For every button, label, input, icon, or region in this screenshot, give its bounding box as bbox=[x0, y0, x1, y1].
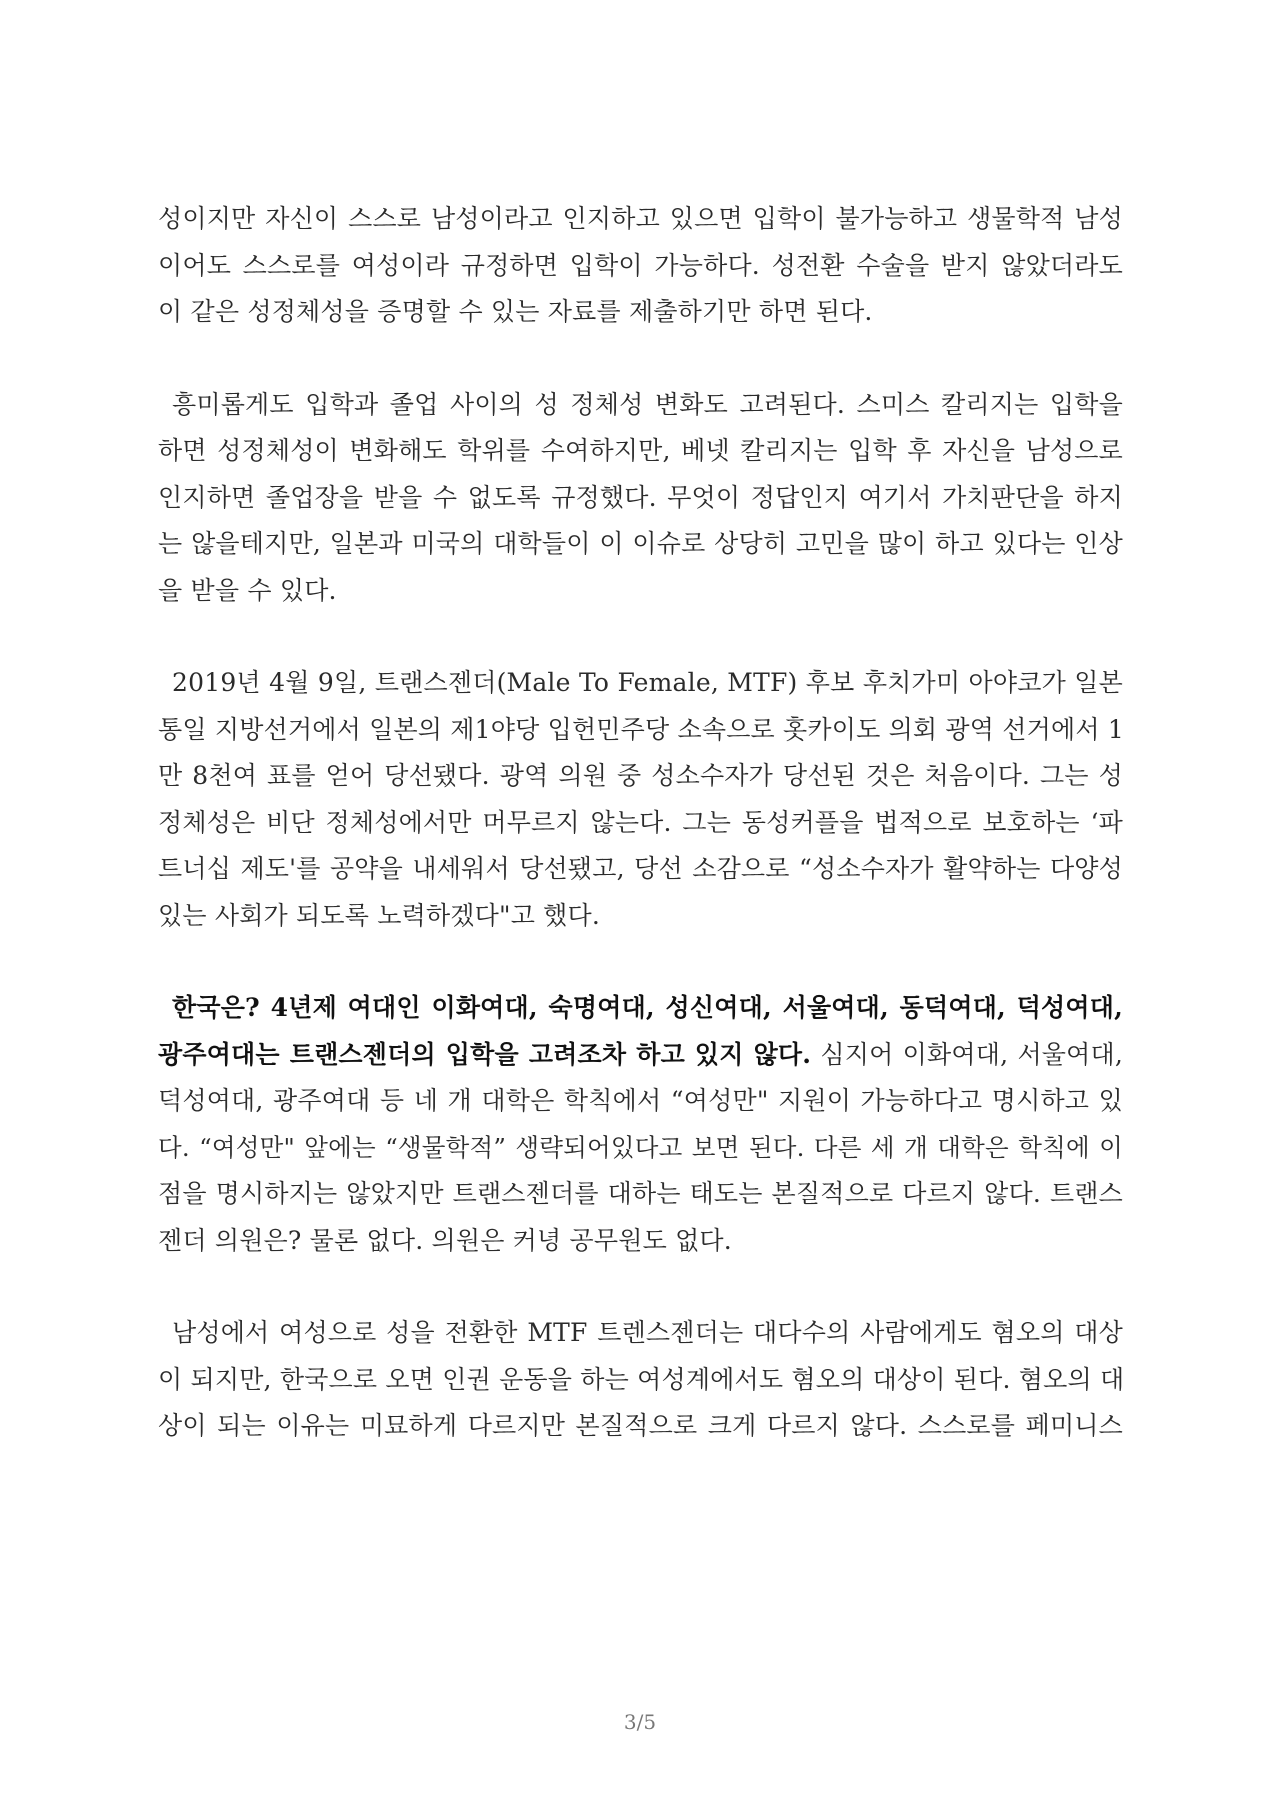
text-line bbox=[158, 475, 1123, 522]
text-run: 성이지만 자신이 스스로 남성이라고 인지하고 있으면 입학이 불가능하고 생물학적 남성 bbox=[158, 204, 1123, 233]
text-run: 인지하면 졸업장을 받을 수 없도록 규정했다. 무엇이 정답인지 여기서 가치판단을 하지 bbox=[158, 482, 1123, 512]
paragraph-2 bbox=[158, 382, 1123, 615]
text-line bbox=[158, 707, 1123, 754]
text-line bbox=[158, 1078, 1123, 1125]
text-run: 젠더 의원은? 물론 없다. 의원은 커녕 공무원도 없다. bbox=[158, 1225, 732, 1255]
text-line bbox=[158, 660, 1123, 707]
text-run: 덕성여대, 광주여대 등 네 개 대학은 학칙에서 “여성만" 지원이 가능하다고 명시하고 있 bbox=[158, 1086, 1123, 1115]
text-run: 남성에서 여성으로 성을 전환한 MTF 트렌스젠더는 대다수의 사람에게도 혐오의 대상 bbox=[172, 1318, 1123, 1347]
text-line bbox=[158, 521, 1123, 568]
text-line bbox=[158, 1403, 1123, 1450]
paragraph-3 bbox=[158, 660, 1123, 939]
paragraph-5 bbox=[158, 1310, 1123, 1450]
text-line bbox=[158, 196, 1123, 243]
text-run: 만 8천여 표를 얻어 당선됐다. 광역 의원 중 성소수자가 당선된 것은 처음이다. 그는 성 bbox=[158, 761, 1123, 790]
text-line bbox=[158, 1357, 1123, 1404]
text-run: 다. “여성만" 앞에는 “생물학적” 생략되어있다고 보면 된다. 다른 세 개 대학은 학칙에 이 bbox=[158, 1132, 1123, 1162]
page-number: 3/5 bbox=[623, 1710, 657, 1734]
text-line bbox=[158, 800, 1123, 847]
text-line bbox=[158, 1171, 1123, 1218]
text-run: 을 받을 수 있다. bbox=[158, 575, 337, 605]
bold-text-run: 광주여대는 트랜스젠더의 입학을 고려조차 하고 있지 않다. bbox=[158, 1039, 812, 1069]
text-run: 트너십 제도'를 공약을 내세워서 당선됐고, 당선 소감으로 “성소수자가 활약하는 다양성 bbox=[158, 854, 1123, 883]
text-line bbox=[158, 1310, 1123, 1357]
text-run: 이 같은 성정체성을 증명할 수 있는 자료를 제출하기만 하면 된다. bbox=[158, 297, 873, 326]
text-run: 있는 사회가 되도록 노력하겠다"고 했다. bbox=[158, 900, 601, 930]
text-line bbox=[158, 382, 1123, 429]
text-line bbox=[158, 846, 1123, 893]
text-line bbox=[158, 243, 1123, 290]
text-run: 심지어 이화여대, 서울여대, bbox=[811, 1039, 1123, 1069]
text-line bbox=[158, 1032, 1123, 1079]
text-run: 점을 명시하지는 않았지만 트랜스젠더를 대하는 태도는 본질적으로 다르지 않다. 트랜스 bbox=[158, 1179, 1123, 1208]
text-run: 하면 성정체성이 변화해도 학위를 수여하지만, 베넷 칼리지는 입학 후 자신을 남성으로 bbox=[158, 436, 1123, 465]
text-run: 통일 지방선거에서 일본의 제1야당 입헌민주당 소속으로 홋카이도 의회 광역 선거에서 1 bbox=[158, 714, 1124, 744]
document-body bbox=[158, 196, 1123, 1450]
text-line bbox=[158, 985, 1123, 1032]
text-line bbox=[158, 893, 1123, 940]
paragraph-4 bbox=[158, 985, 1123, 1264]
text-line bbox=[158, 1218, 1123, 1265]
text-line bbox=[158, 289, 1123, 336]
text-line bbox=[158, 753, 1123, 800]
text-run: 이 되지만, 한국으로 오면 인권 운동을 하는 여성계에서도 혐오의 대상이 된다. 혐오의 대 bbox=[158, 1364, 1125, 1394]
text-run: 는 않을테지만, 일본과 미국의 대학들이 이 이슈로 상당히 고민을 많이 하고 있다는 인상 bbox=[158, 529, 1123, 558]
text-run: 상이 되는 이유는 미묘하게 다르지만 본질적으로 크게 다르지 않다. 스스로를 페미니스 bbox=[158, 1411, 1123, 1440]
paragraph-1 bbox=[158, 196, 1123, 336]
text-run: 2019년 4월 9일, 트랜스젠더(Male To Female, MTF) 후보 후치가미 아야코가 일본 bbox=[172, 668, 1123, 697]
text-line bbox=[158, 428, 1123, 475]
text-line bbox=[158, 568, 1123, 615]
text-line bbox=[158, 1125, 1123, 1172]
bold-text-run: 한국은? 4년제 여대인 이화여대, 숙명여대, 성신여대, 서울여대, 동덕여대, 덕성여대, bbox=[172, 993, 1123, 1022]
text-run: 정체성은 비단 정체성에서만 머무르지 않는다. 그는 동성커플을 법적으로 보호하는 ‘파 bbox=[158, 807, 1123, 837]
text-run: 이어도 스스로를 여성이라 규정하면 입학이 가능하다. 성전환 수술을 받지 않았더라도 bbox=[158, 250, 1123, 280]
text-run: 흥미롭게도 입학과 졸업 사이의 성 정체성 변화도 고려된다. 스미스 칼리지는 입학을 bbox=[172, 389, 1123, 419]
